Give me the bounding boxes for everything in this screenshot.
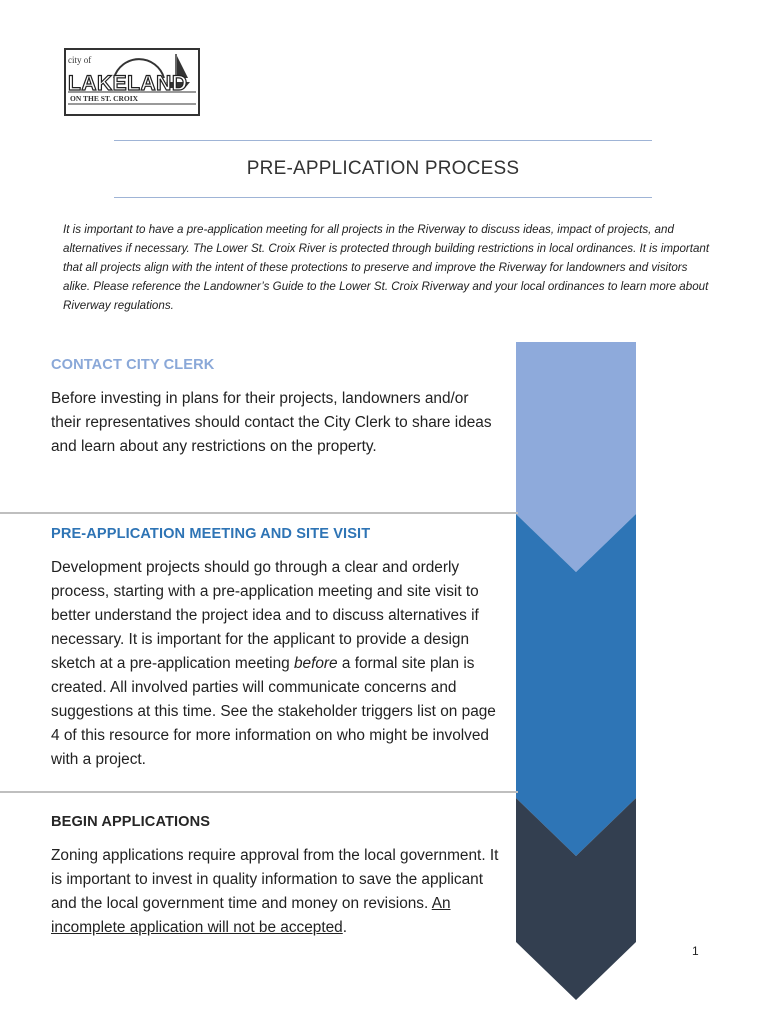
section-body: Zoning applications require approval from the local government. It is important to invest in quality information to save the applicant and the local government time and money on revisions. An incomplete application will not be accepted. [51, 847, 499, 936]
logo-top-text: city of [68, 55, 92, 65]
section-divider [0, 512, 518, 514]
title-rule-bottom [114, 197, 652, 198]
incomplete-application-notice: An incomplete application will not be accepted [51, 895, 451, 936]
section-heading: PRE-APPLICATION MEETING AND SITE VISIT [51, 526, 371, 542]
section-divider [0, 791, 518, 793]
process-arrow-graphic [516, 342, 636, 1002]
intro-paragraph: It is important to have a pre-application meeting for all projects in the Riverway to discuss ideas, impact of projects, and alternatives if necessary. The Lower St. Croix River is protected through building restrictions in local ordinances. It is important that all projects align with the intent of these protections to preserve and improve the Riverway for landowners and visitors alike. Please reference the Landowner’s Guide to the Lower St. Croix Riverway and your local ordinances to learn more about Riverway regulations. [63, 223, 710, 312]
section-heading: BEGIN APPLICATIONS [51, 814, 211, 830]
logo-name: LAKELAND [68, 72, 188, 95]
section-heading: CONTACT CITY CLERK [51, 357, 215, 373]
page-title: PRE-APPLICATION PROCESS [246, 158, 520, 179]
section-pre-application-meeting [51, 526, 501, 772]
section-body: Development projects should go through a clear and orderly process, starting with a pre-application meeting and site visit to better understand the project idea and to discuss alternatives if necessary. It is important for the applicant to provide a design sketch at a pre-application meeting before a formal site plan is created. All involved parties will communicate concerns and suggestions at this time. See the stakeholder triggers list on page 4 of this resource for more information on who might be involved with a project. [51, 559, 496, 768]
logo-bottom-text: ON THE ST. CROIX [70, 94, 139, 103]
emphasis-before: before [293, 655, 338, 672]
title-rule-top [114, 140, 652, 141]
section-contact-city-clerk [51, 357, 501, 459]
section-body: Before investing in plans for their projects, landowners and/or their representatives should contact the City Clerk to share ideas and learn about any restrictions on the property. [51, 390, 492, 455]
page-number: 1 [692, 944, 699, 958]
lakeland-logo [64, 48, 200, 116]
section-begin-applications [51, 814, 501, 940]
